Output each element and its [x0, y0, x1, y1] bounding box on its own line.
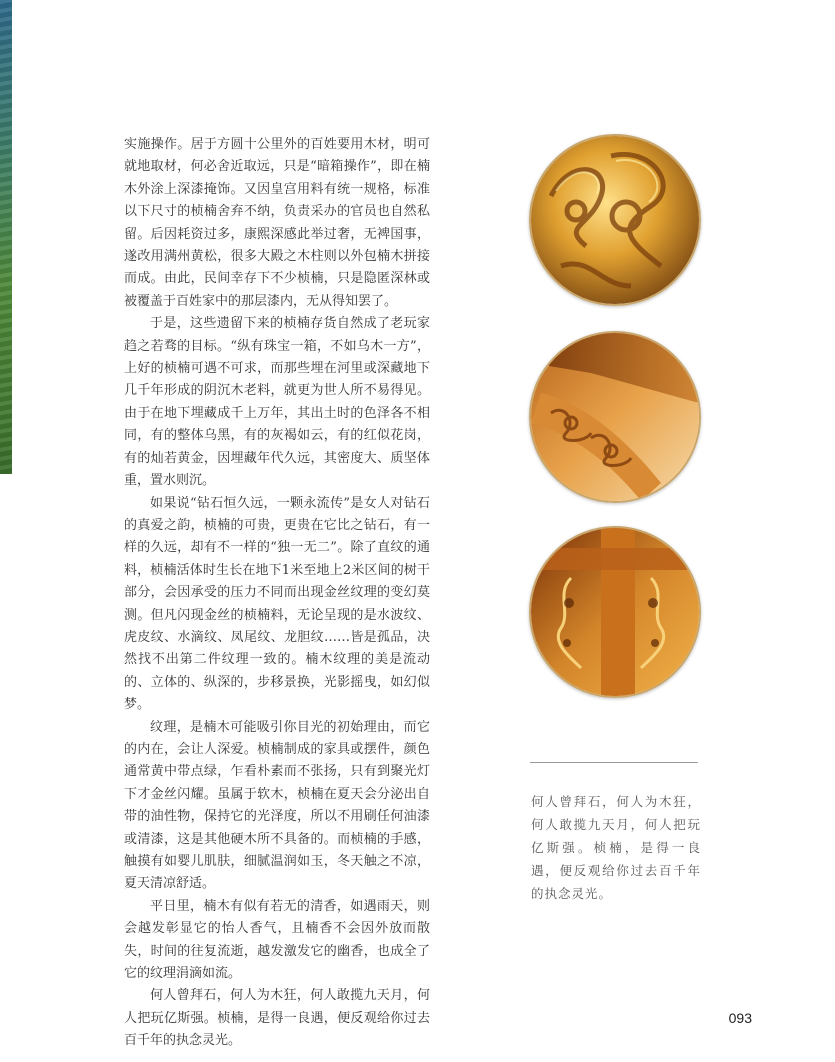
pull-quote-divider [530, 762, 698, 763]
carved-wood-photo-2 [529, 331, 701, 503]
article-paragraph-4: 纹理，是楠木可能吸引你目光的初始理由，而它的内在，会让人深爱。桢楠制成的家具或摆件，颜色通常黄中带点绿，乍看朴素而不张扬，只有到聚光灯下才金丝闪耀。虽属于软木，桢楠在夏天会分泌出自带的油性物，保持它的光泽度，所以不用刷任何油漆或清漆，这是其他硬木所不具备的。而桢楠的手感，触摸有如婴儿肌肤，细腻温润如玉，冬天触之不凉，夏天清凉舒适。 [124, 719, 430, 892]
page-number: 093 [728, 1010, 752, 1026]
article-paragraph-3: 如果说“钻石恒久远，一颗永流传”是女人对钻石的真爱之韵，桢楠的可贵，更贵在它比之钻石，有一样的久远，却有不一样的“独一无二”。除了直纹的通料，桢楠活体时生长在地下1米至地上2米区间的树干部分，会因承受的压力不同而出现金丝纹理的变幻莫测。但凡闪现金丝的桢楠料，无论呈现的是水波纹、虎皮纹、水滴纹、凤尾纹、龙胆纹……皆是孤品，决然找不出第二件纹理一致的。楠木纹理的美是流动的、立体的、纵深的，步移景换，光影摇曳，如幻似梦。 [124, 495, 430, 713]
pull-quote: 何人曾拜石，何人为木狂，何人敢揽九天月，何人把玩亿斯强。桢楠，是得一良遇，便反观给你过去百千年的执念灵光。 [531, 794, 701, 901]
forest-photo-strip [0, 0, 12, 474]
carved-wood-photo-3 [529, 526, 701, 698]
carved-wood-photo-1 [529, 134, 701, 306]
article-paragraph-5: 平日里，楠木有似有若无的清香，如遇雨天，则会越发彰显它的怡人香气，且楠香不会因外放而散失，时间的往复流逝，越发激发它的幽香，也成全了它的纹理涓滴如流。 [124, 898, 430, 982]
article-paragraph-1: 实施操作。居于方圆十公里外的百姓要用木材，明可就地取材，何必舍近取远，只是“暗箱操作”，即在楠木外涂上深漆掩饰。又因皇宫用料有统一规格，标准以下尺寸的桢楠舍弃不纳，负责采办的官员也自然私留。后因耗资过多，康熙深感此举过奢，无裨国事，遂改用满州黄松，很多大殿之木柱则以外包楠木拼接而成。由此，民间幸存下不少桢楠，只是隐匿深林或被覆盖于百姓家中的那层漆内，无从得知罢了。 [124, 137, 430, 309]
article-paragraph-2: 于是，这些遗留下来的桢楠存货自然成了老玩家趋之若骛的目标。“纵有珠宝一箱，不如乌木一方”，上好的桢楠可遇不可求，而那些埋在河里或深藏地下几千年形成的阴沉木老料，就更为世人所不易得见。由于在地下埋藏成千上万年，其出土时的色泽各不相同，有的整体乌黑，有的灰褐如云，有的红似花岗，有的灿若黄金，因埋藏年代久远，其密度大、质坚体重，置水则沉。 [124, 316, 430, 489]
article-body [124, 134, 430, 1053]
article-paragraph-6: 何人曾拜石，何人为木狂，何人敢揽九天月，何人把玩亿斯强。桢楠，是得一良遇，便反观给你过去百千年的执念灵光。 [124, 988, 430, 1049]
